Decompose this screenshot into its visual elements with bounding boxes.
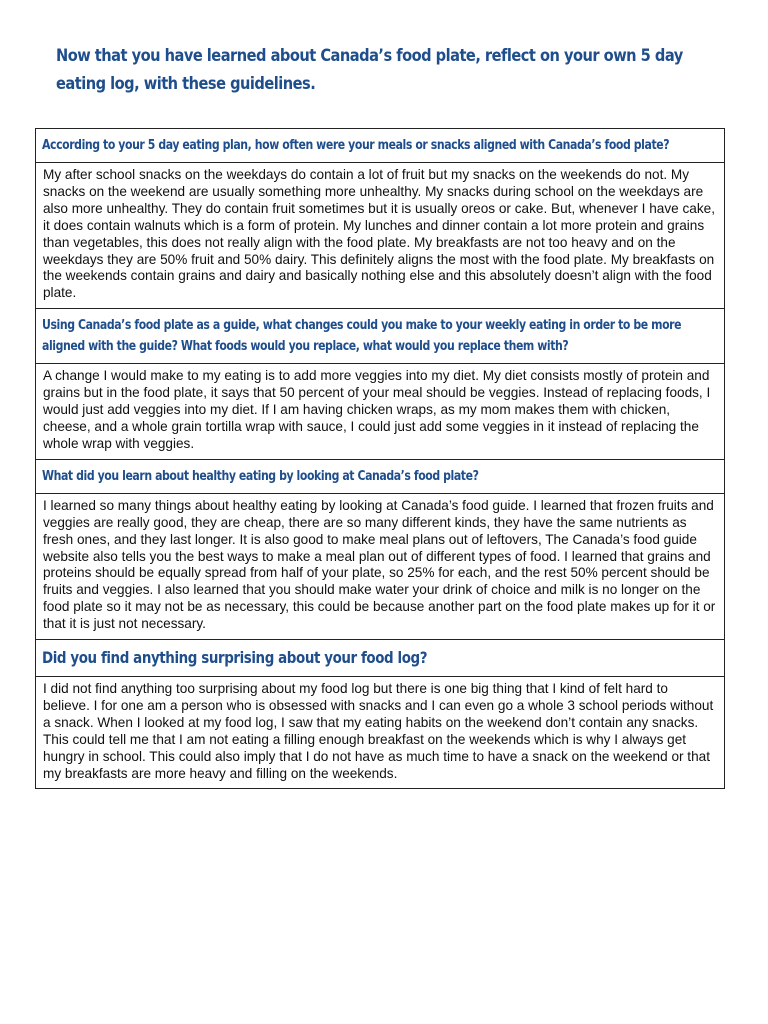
question-3: [36, 460, 724, 494]
worksheet-heading: Now that you have learned about Canada’s food plate, reflect on your own 5 day eating log, with these guidelines.: [56, 46, 683, 94]
reflection-table: [35, 128, 725, 789]
answer-3: I learned so many things about healthy eating by looking at Canada’s food guide. I learned that frozen fruits and veggies are really good, they are cheap, there are so many different kinds, they have the same nutrients as fresh ones, and they last longer. It is also good to make meal plans out of leftovers, The Canada’s food guide website also tells you the best ways to make a meal plan out of different types of food. I learned that grains and proteins should be equally spread from half of your plate, so 25% for each, and the rest 50% percent should be fruits and veggies. I also learned that you should make water your drink of choice and milk is no longer on the food plate so it may not be as necessary, this could be because another part on the food plate makes up for it or that it is just not necessary.: [36, 494, 724, 640]
question-2-text: Using Canada’s food plate as a guide, what changes could you make to your weekly eating in order to be more aligned with the guide? What foods would you replace, what would you replace them with?: [42, 318, 682, 355]
answer-2: A change I would make to my eating is to add more veggies into my diet. My diet consists mostly of protein and grains but in the food plate, it says that 50 percent of your meal should be veggies. Instead of replacing foods, I would just add veggies into my diet. If I am having chicken wraps, as my mom makes them with chicken, cheese, and a whole grain tortilla wrap with sauce, I could just add some veggies in it instead of replacing the whole wrap with veggies.: [36, 364, 724, 460]
question-1-text: According to your 5 day eating plan, how often were your meals or snacks aligned with Canada’s food plate?: [42, 138, 670, 153]
answer-4: I did not find anything too surprising about my food log but there is one big thing that I kind of felt hard to believe. I for one am a person who is obsessed with snacks and I can even go a whole 3 school periods without a snack. When I looked at my food log, I saw that my eating habits on the weekend don’t contain any snacks. This could tell me that I am not eating a filling enough breakfast on the weekends which is why I always get hungry in school. This could also imply that I do not have as much time to have a snack on the weekend or that my breakfasts are more heavy and filling on the weekends.: [36, 677, 724, 789]
question-3-text: What did you learn about healthy eating by looking at Canada’s food plate?: [42, 468, 479, 484]
question-1: [36, 129, 724, 163]
question-2: [36, 309, 724, 364]
question-4-text: Did you find anything surprising about your food log?: [42, 648, 428, 668]
question-4: [36, 640, 724, 677]
answer-1: My after school snacks on the weekdays do contain a lot of fruit but my snacks on the weekends do not. My snacks on the weekend are usually something more unhealthy. My snacks during school on the weekdays are also more unhealthy. They do contain fruit sometimes but it is usually oreos or cake. But, whenever I have cake, it does contain walnuts which is a form of protein. My lunches and dinner contain a lot more protein and grains than vegetables, this does not really align with the food plate. My breakfasts are not too heavy and on the weekdays they are 50% fruit and 50% dairy. This definitely aligns the most with the food plate. My breakfasts on the weekends contain grains and dairy and basically nothing else and this absolutely doesn’t align with the food plate.: [36, 163, 724, 309]
